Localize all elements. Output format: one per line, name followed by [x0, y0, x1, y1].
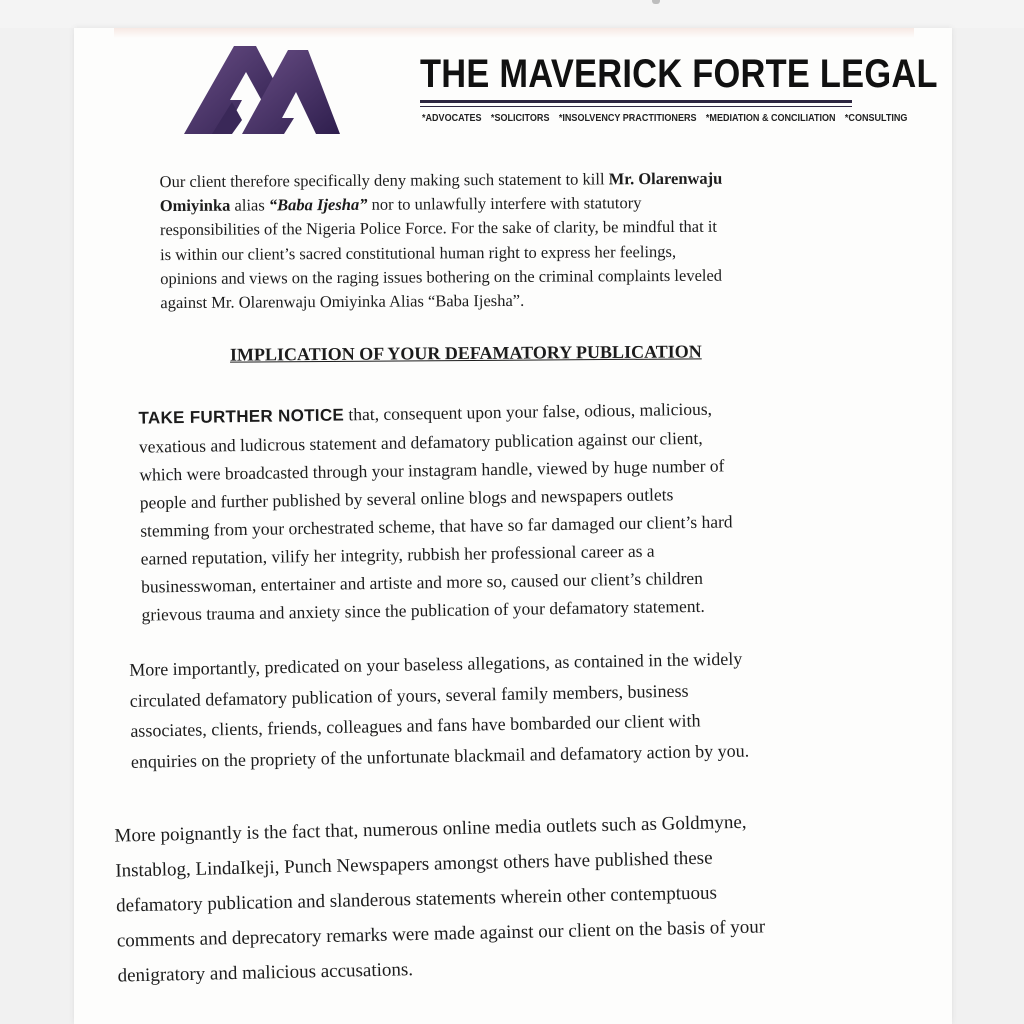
text-line: responsibilities of the Nigeria Police Force. For the sake of clarity, be mindful that it — [159, 217, 718, 240]
name-bold: Mr. Olarenwaju — [608, 168, 723, 189]
text-line: circulated defamatory publication of yours, several family members, business — [129, 680, 689, 711]
text-line: businesswoman, entertainer and artiste and more so, caused our client’s children — [140, 567, 704, 597]
letter-page — [74, 28, 952, 1024]
page-edge — [114, 28, 914, 38]
alias-bold-italic: “Baba Ijesha” — [268, 195, 368, 215]
text-line: enquiries on the propriety of the unfortunate blackmail and defamatory action by you. — [130, 739, 750, 772]
text-line: denigratory and malicious accusations. — [117, 959, 414, 987]
text-line: which were broadcasted through your instagram handle, viewed by huge number of — [139, 455, 725, 485]
text-line: earned reputation, vilify her integrity, rubbish her professional career as a — [140, 540, 655, 569]
text-line: against Mr. Olarenwaju Omiyinka Alias “Baba Ijesha”. — [160, 290, 525, 313]
text-run: that, consequent upon your false, odious, malicious, — [343, 398, 713, 425]
text-line: comments and deprecatory remarks were made against our client on the basis of your — [116, 916, 766, 952]
letterhead-rule — [420, 100, 852, 103]
text-run: Our client therefore specifically deny making such statement to kill — [159, 169, 609, 192]
services-list — [422, 112, 907, 124]
top-bar — [0, 0, 1024, 28]
section-heading: IMPLICATION OF YOUR DEFAMATORY PUBLICATION — [229, 341, 702, 365]
service-item: *CONSULTING — [844, 112, 908, 124]
media-paragraph — [114, 801, 903, 993]
firm-name: THE MAVERICK FORTE LEGAL — [420, 52, 938, 96]
text-line: opinions and views on the raging issues bothering on the criminal complaints leveled — [160, 265, 723, 288]
text-run: nor to unlawfully interfere with statutory — [367, 193, 642, 215]
service-item: *ADVOCATES — [422, 112, 482, 124]
top-bar-marker — [652, 0, 660, 4]
text-line: associates, clients, friends, colleagues and fans have bombarded our client with — [130, 710, 701, 741]
text-run: alias — [230, 195, 269, 215]
service-item: *MEDIATION & CONCILIATION — [705, 112, 836, 124]
text-line: grievous trauma and anxiety since the publication of your defamatory statement. — [141, 595, 705, 625]
notice-bold: TAKE FURTHER NOTICE — [138, 405, 345, 428]
text-line: vexatious and ludicrous statement and defamatory publication against our client, — [138, 427, 703, 457]
text-line: stemming from your orchestrated scheme, that have so far damaged our client’s hard — [140, 511, 733, 541]
service-item: *INSOLVENCY PRACTITIONERS — [558, 112, 697, 124]
denial-paragraph — [160, 166, 841, 315]
text-line: More poignantly is the fact that, numerous online media outlets such as Goldmyne, — [114, 811, 747, 847]
importance-paragraph — [129, 641, 876, 777]
text-line: More importantly, predicated on your baseless allegations, as contained in the widely — [129, 648, 743, 680]
name-bold: Omiyinka — [159, 195, 231, 216]
service-item: *SOLICITORS — [490, 112, 550, 124]
letterhead-rule-thin — [420, 106, 852, 107]
text-line: is within our client’s sacred constitutional human right to express her feelings, — [160, 241, 677, 264]
text-line: Instablog, LindaIkeji, Punch Newspapers amongst others have published these — [115, 847, 713, 882]
firm-logo-icon — [184, 42, 340, 138]
text-line: people and further published by several online blogs and newspapers outlets — [139, 484, 674, 513]
notice-paragraph — [138, 392, 861, 628]
text-line: defamatory publication and slanderous statements wherein other contemptuous — [115, 882, 718, 917]
